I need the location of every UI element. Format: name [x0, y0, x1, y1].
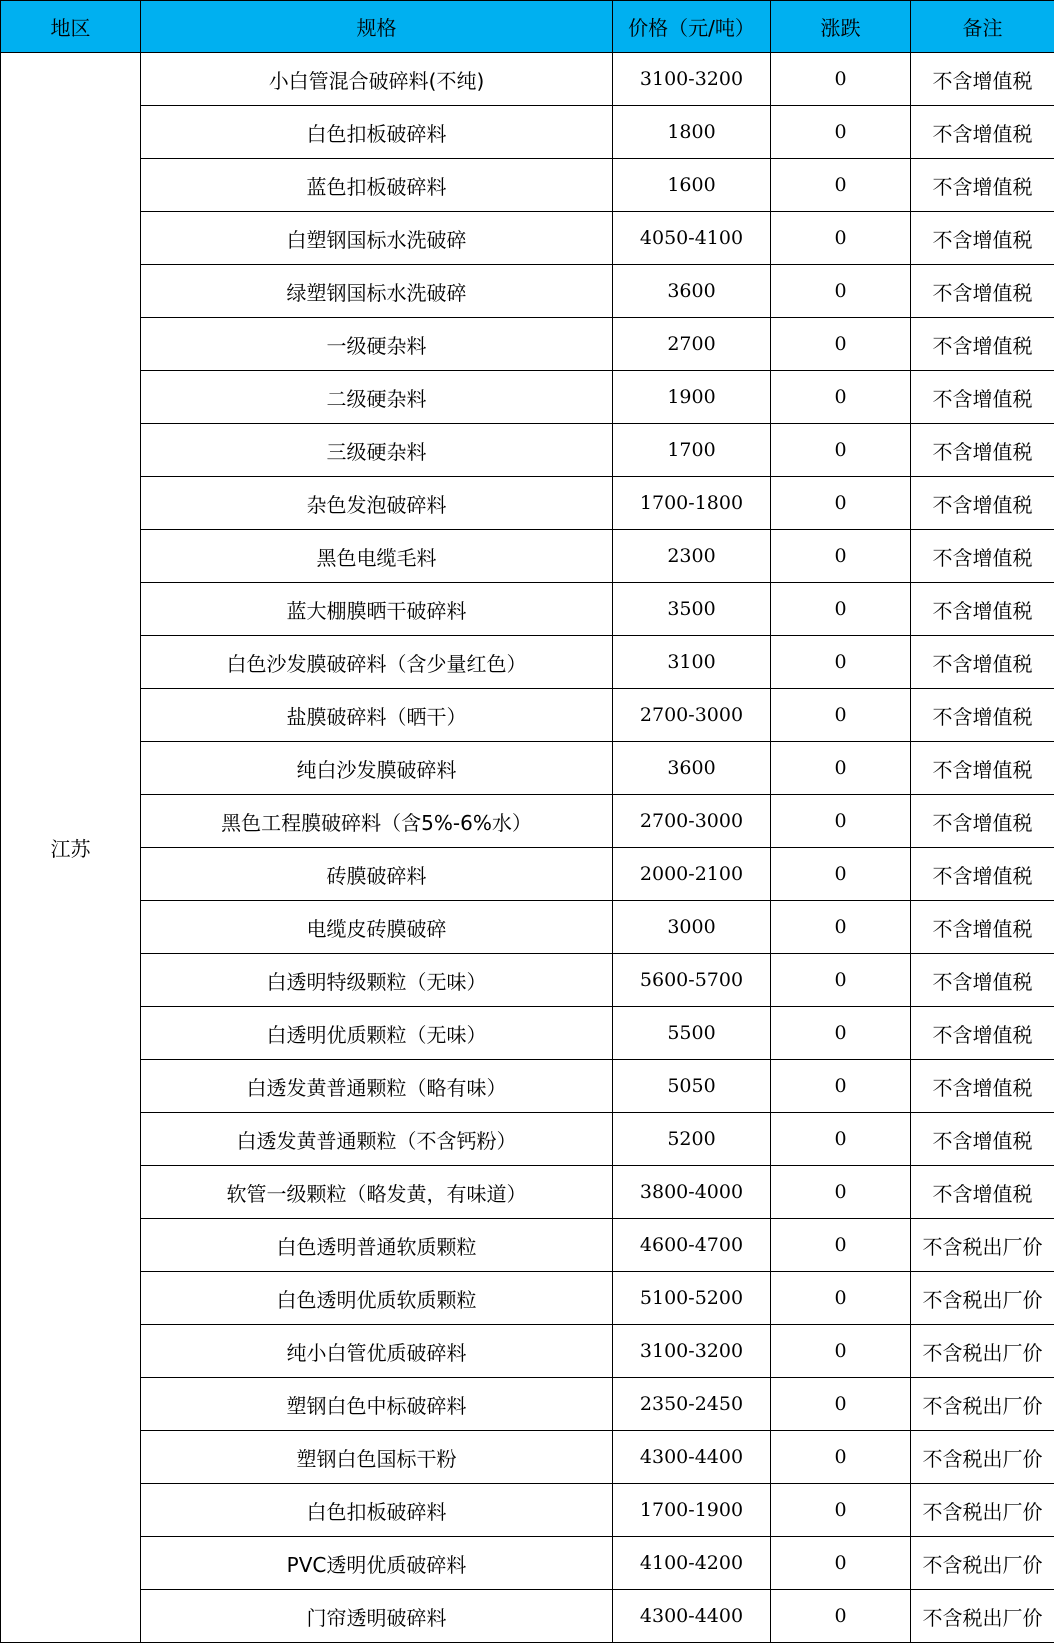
price-cell: 5200	[613, 1113, 771, 1166]
spec-cell: 白透发黄普通颗粒（略有味）	[141, 1060, 613, 1113]
note-cell: 不含税出厂价	[911, 1219, 1054, 1272]
table-row	[1, 795, 1054, 848]
note-cell: 不含税出厂价	[911, 1325, 1054, 1378]
note-cell: 不含增值税	[911, 901, 1054, 954]
note-cell: 不含增值税	[911, 477, 1054, 530]
table-row	[1, 477, 1054, 530]
change-cell: 0	[771, 1060, 911, 1113]
spec-cell: 砖膜破碎料	[141, 848, 613, 901]
price-cell: 3100-3200	[613, 53, 771, 106]
note-cell: 不含增值税	[911, 1113, 1054, 1166]
change-cell: 0	[771, 371, 911, 424]
spec-cell: 白透明优质颗粒（无味）	[141, 1007, 613, 1060]
note-cell: 不含增值税	[911, 1060, 1054, 1113]
table-row	[1, 901, 1054, 954]
price-cell: 1700-1800	[613, 477, 771, 530]
price-cell: 5050	[613, 1060, 771, 1113]
change-cell: 0	[771, 1325, 911, 1378]
spec-cell: PVC透明优质破碎料	[141, 1537, 613, 1590]
table-row	[1, 636, 1054, 689]
note-cell: 不含增值税	[911, 742, 1054, 795]
note-cell: 不含税出厂价	[911, 1272, 1054, 1325]
spec-cell: 白色扣板破碎料	[141, 1484, 613, 1537]
price-cell: 4050-4100	[613, 212, 771, 265]
note-cell: 不含增值税	[911, 530, 1054, 583]
spec-cell: 白透明特级颗粒（无味）	[141, 954, 613, 1007]
price-cell: 4600-4700	[613, 1219, 771, 1272]
note-cell: 不含增值税	[911, 795, 1054, 848]
change-cell: 0	[771, 1537, 911, 1590]
table-row	[1, 1219, 1054, 1272]
change-cell: 0	[771, 424, 911, 477]
table-body	[1, 53, 1054, 1643]
price-cell: 1600	[613, 159, 771, 212]
price-cell: 2700	[613, 318, 771, 371]
header-change: 涨跌	[771, 1, 911, 53]
price-cell: 3600	[613, 265, 771, 318]
price-cell: 5500	[613, 1007, 771, 1060]
note-cell: 不含增值税	[911, 371, 1054, 424]
note-cell: 不含税出厂价	[911, 1537, 1054, 1590]
table-row	[1, 1537, 1054, 1590]
header-price: 价格（元/吨）	[613, 1, 771, 53]
header-region: 地区	[1, 1, 141, 53]
table-row	[1, 1166, 1054, 1219]
price-cell: 3100-3200	[613, 1325, 771, 1378]
price-cell: 5600-5700	[613, 954, 771, 1007]
price-cell: 3000	[613, 901, 771, 954]
spec-cell: 二级硬杂料	[141, 371, 613, 424]
spec-cell: 黑色工程膜破碎料（含5%-6%水）	[141, 795, 613, 848]
table-row	[1, 1325, 1054, 1378]
price-cell: 3500	[613, 583, 771, 636]
table-row	[1, 1113, 1054, 1166]
spec-cell: 三级硬杂料	[141, 424, 613, 477]
price-cell: 1900	[613, 371, 771, 424]
change-cell: 0	[771, 1484, 911, 1537]
spec-cell: 白塑钢国标水洗破碎	[141, 212, 613, 265]
change-cell: 0	[771, 106, 911, 159]
note-cell: 不含税出厂价	[911, 1590, 1054, 1643]
table-row	[1, 1378, 1054, 1431]
table-row	[1, 689, 1054, 742]
note-cell: 不含增值税	[911, 636, 1054, 689]
spec-cell: 塑钢白色国标干粉	[141, 1431, 613, 1484]
table-row	[1, 1484, 1054, 1537]
change-cell: 0	[771, 477, 911, 530]
spec-cell: 盐膜破碎料（晒干）	[141, 689, 613, 742]
change-cell: 0	[771, 530, 911, 583]
table-row	[1, 530, 1054, 583]
change-cell: 0	[771, 1590, 911, 1643]
price-cell: 4300-4400	[613, 1590, 771, 1643]
table-row	[1, 1060, 1054, 1113]
change-cell: 0	[771, 583, 911, 636]
change-cell: 0	[771, 1007, 911, 1060]
header-spec: 规格	[141, 1, 613, 53]
table-row	[1, 106, 1054, 159]
table-row	[1, 318, 1054, 371]
note-cell: 不含税出厂价	[911, 1484, 1054, 1537]
note-cell: 不含增值税	[911, 1166, 1054, 1219]
change-cell: 0	[771, 742, 911, 795]
header-row	[1, 1, 1054, 53]
price-cell: 2000-2100	[613, 848, 771, 901]
table-row	[1, 53, 1054, 106]
table-row	[1, 1007, 1054, 1060]
spec-cell: 白色沙发膜破碎料（含少量红色）	[141, 636, 613, 689]
price-cell: 1700	[613, 424, 771, 477]
table-row	[1, 159, 1054, 212]
change-cell: 0	[771, 53, 911, 106]
spec-cell: 电缆皮砖膜破碎	[141, 901, 613, 954]
change-cell: 0	[771, 265, 911, 318]
spec-cell: 纯白沙发膜破碎料	[141, 742, 613, 795]
note-cell: 不含增值税	[911, 583, 1054, 636]
note-cell: 不含增值税	[911, 212, 1054, 265]
price-cell: 3100	[613, 636, 771, 689]
note-cell: 不含税出厂价	[911, 1431, 1054, 1484]
change-cell: 0	[771, 1272, 911, 1325]
table-row	[1, 1590, 1054, 1643]
price-cell: 2700-3000	[613, 689, 771, 742]
change-cell: 0	[771, 795, 911, 848]
change-cell: 0	[771, 212, 911, 265]
change-cell: 0	[771, 901, 911, 954]
spec-cell: 白色透明普通软质颗粒	[141, 1219, 613, 1272]
table-row	[1, 1272, 1054, 1325]
table-row	[1, 1431, 1054, 1484]
price-cell: 5100-5200	[613, 1272, 771, 1325]
change-cell: 0	[771, 636, 911, 689]
spec-cell: 门帘透明破碎料	[141, 1590, 613, 1643]
spec-cell: 白透发黄普通颗粒（不含钙粉）	[141, 1113, 613, 1166]
spec-cell: 绿塑钢国标水洗破碎	[141, 265, 613, 318]
spec-cell: 黑色电缆毛料	[141, 530, 613, 583]
change-cell: 0	[771, 318, 911, 371]
note-cell: 不含增值税	[911, 424, 1054, 477]
price-cell: 2300	[613, 530, 771, 583]
change-cell: 0	[771, 1431, 911, 1484]
table-row	[1, 583, 1054, 636]
note-cell: 不含增值税	[911, 848, 1054, 901]
spec-cell: 白色透明优质软质颗粒	[141, 1272, 613, 1325]
change-cell: 0	[771, 1166, 911, 1219]
change-cell: 0	[771, 1113, 911, 1166]
price-cell: 2350-2450	[613, 1378, 771, 1431]
region-cell: 江苏	[1, 53, 141, 1643]
spec-cell: 纯小白管优质破碎料	[141, 1325, 613, 1378]
change-cell: 0	[771, 954, 911, 1007]
note-cell: 不含增值税	[911, 318, 1054, 371]
spec-cell: 蓝大棚膜晒干破碎料	[141, 583, 613, 636]
price-cell: 1800	[613, 106, 771, 159]
change-cell: 0	[771, 159, 911, 212]
table-row	[1, 954, 1054, 1007]
note-cell: 不含增值税	[911, 106, 1054, 159]
table-row	[1, 424, 1054, 477]
note-cell: 不含增值税	[911, 53, 1054, 106]
price-cell: 4100-4200	[613, 1537, 771, 1590]
table-row	[1, 371, 1054, 424]
price-cell: 3800-4000	[613, 1166, 771, 1219]
change-cell: 0	[771, 689, 911, 742]
change-cell: 0	[771, 1219, 911, 1272]
change-cell: 0	[771, 1378, 911, 1431]
spec-cell: 塑钢白色中标破碎料	[141, 1378, 613, 1431]
price-cell: 3600	[613, 742, 771, 795]
spec-cell: 白色扣板破碎料	[141, 106, 613, 159]
spec-cell: 蓝色扣板破碎料	[141, 159, 613, 212]
price-cell: 2700-3000	[613, 795, 771, 848]
note-cell: 不含增值税	[911, 265, 1054, 318]
spec-cell: 杂色发泡破碎料	[141, 477, 613, 530]
spec-cell: 一级硬杂料	[141, 318, 613, 371]
note-cell: 不含税出厂价	[911, 1378, 1054, 1431]
note-cell: 不含增值税	[911, 954, 1054, 1007]
table-row	[1, 742, 1054, 795]
header-note: 备注	[911, 1, 1054, 53]
table-row	[1, 212, 1054, 265]
table-row	[1, 265, 1054, 318]
note-cell: 不含增值税	[911, 159, 1054, 212]
change-cell: 0	[771, 848, 911, 901]
price-cell: 4300-4400	[613, 1431, 771, 1484]
note-cell: 不含增值税	[911, 1007, 1054, 1060]
spec-cell: 软管一级颗粒（略发黄，有味道）	[141, 1166, 613, 1219]
note-cell: 不含增值税	[911, 689, 1054, 742]
spec-cell: 小白管混合破碎料(不纯)	[141, 53, 613, 106]
price-cell: 1700-1900	[613, 1484, 771, 1537]
table-row	[1, 848, 1054, 901]
